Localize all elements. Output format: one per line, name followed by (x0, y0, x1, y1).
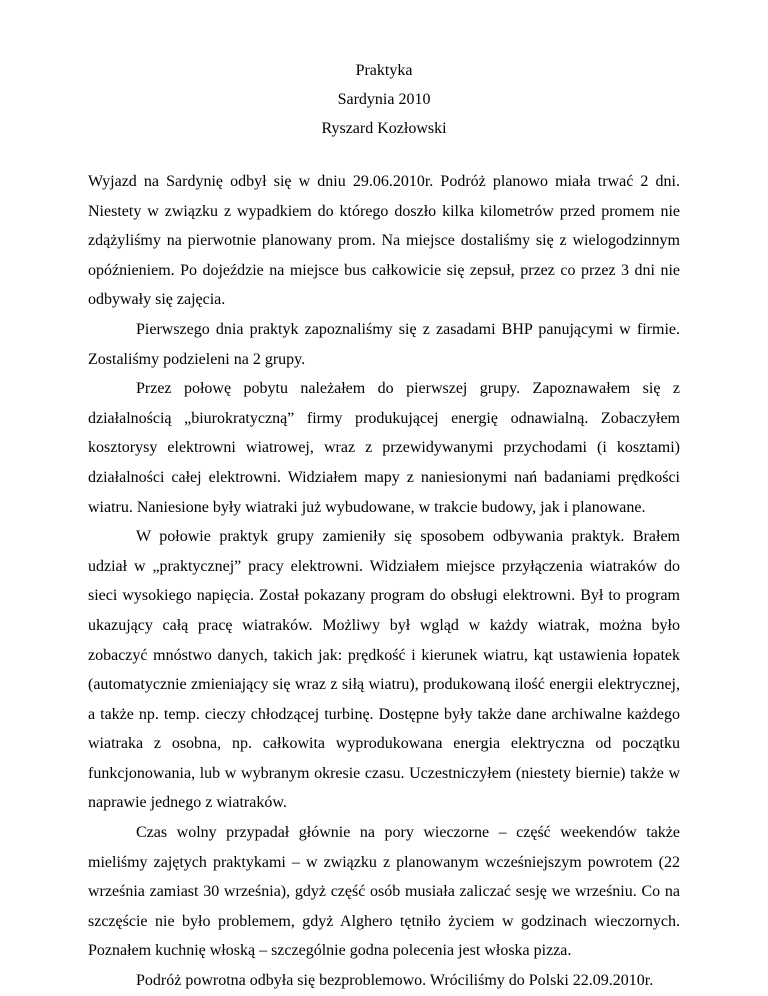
document-author: Ryszard Kozłowski (321, 120, 447, 137)
paragraph-4: W połowie praktyk grupy zamieniły się sposobem odbywania praktyk. Brałem udział w „praktycznej” pracy elektrowni. Widziałem miejsce przyłączenia wiatraków do sieci wysokiego napięcia. Został pokazany program do obsługi elektrowni. Był to program ukazujący całą pracę wiatraków. Możliwy był wgląd w każdy wiatrak, można było zobaczyć mnóstwo danych, takich jak: prędkość i kierunek wiatru, kąt ustawienia łopatek (automatycznie zmieniający się wraz z siłą wiatru), produkowaną ilość energii elektrycznej, a także np. temp. cieczy chłodzącej turbinę. Dostępne były także dane archiwalne każdego wiatraka z osobna, np. całkowita wyprodukowana energia elektryczna od początku funkcjonowania, lub w wybranym okresie czasu. Uczestniczyłem (niestety biernie) także w naprawie jednego z wiatraków. (88, 528, 680, 812)
paragraph-5: Czas wolny przypadał głównie na pory wieczorne – część weekendów także mieliśmy zajętych praktykami – w związku z planowanym wcześniejszym powrotem (22 września zamiast 30 września), gdyż część osób musiała zaliczać sesję we wrześniu. Co na szczęście nie było problemem, gdyż Alghero tętniło życiem w godzinach wieczornych. Poznałem kuchnię włoską – szczególnie godna polecenia jest włoska pizza. (88, 824, 680, 960)
paragraph-3: Przez połowę pobytu należałem do pierwszej grupy. Zapoznawałem się z działalnością „biurokratyczną” firmy produkującej energię odnawialną. Zobaczyłem kosztorysy elektrowni wiatrowej, wraz z przewidywanymi przychodami (i kosztami) działalności całej elektrowni. Widziałem mapy z naniesionymi nań badaniami prędkości wiatru. Naniesione były wiatraki już wybudowane, w trakcie budowy, jak i planowane. (88, 380, 680, 516)
document-body (88, 167, 680, 996)
document-subtitle: Sardynia 2010 (337, 91, 431, 108)
paragraph-6: Podróż powrotna odbyła się bezproblemowo. Wróciliśmy do Polski 22.09.2010r. (136, 972, 654, 990)
paragraph-2: Pierwszego dnia praktyk zapoznaliśmy się z zasadami BHP panującymi w firmie. Zostaliśmy podzieleni na 2 grupy. (88, 320, 680, 368)
title-block (88, 56, 680, 143)
paragraph-1: Wyjazd na Sardynię odbył się w dniu 29.06.2010r. Podróż planowo miała trwać 2 dni. Niestety w związku z wypadkiem do którego doszło kilka kilometrów przed promem nie zdążyliśmy na pierwotnie planowany prom. Na miejsce dostaliśmy się z wielogodzinnym opóźnieniem. Po dojeździe na miejsce bus całkowicie się zepsuł, przez co przez 3 dni nie odbywały się zajęcia. (88, 173, 680, 309)
document-title: Praktyka (355, 62, 413, 79)
